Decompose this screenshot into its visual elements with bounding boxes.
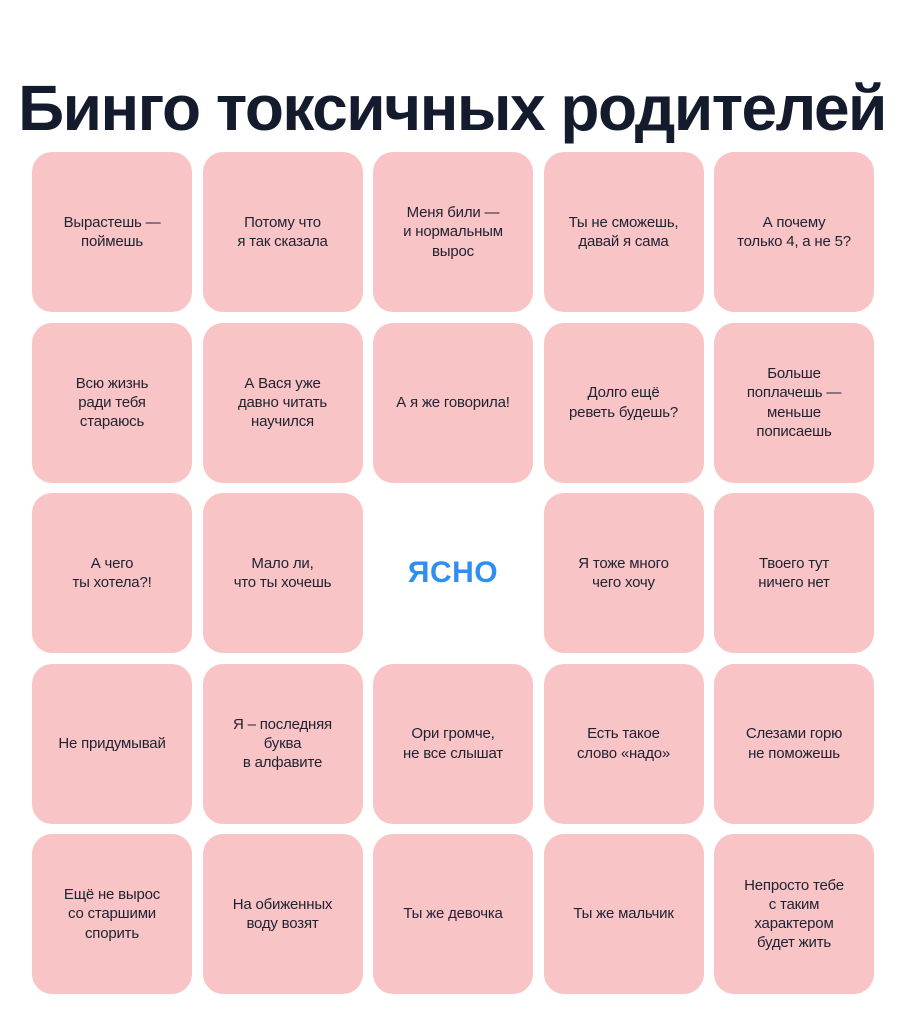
bingo-cell-r5-c3 bbox=[373, 834, 533, 994]
bingo-cell-r5-c5 bbox=[714, 834, 874, 994]
bingo-cell-text: На обиженных воду возят bbox=[232, 895, 333, 932]
bingo-cell-r1-c5 bbox=[714, 152, 874, 312]
bingo-cell-r4-c1 bbox=[32, 664, 192, 824]
bingo-cell-text: Есть такое слово «надо» bbox=[576, 725, 671, 762]
bingo-cell-r2-c3 bbox=[373, 323, 533, 483]
bingo-cell-text: А я же говорила! bbox=[396, 393, 510, 411]
bingo-cell-text: Потому что я так сказала bbox=[237, 213, 328, 250]
bingo-cell-text: Меня били — и нормальным вырос bbox=[403, 204, 503, 260]
bingo-cell-text: Непросто тебе с таким характером будет жить bbox=[744, 876, 844, 952]
bingo-cell-text: А чего ты хотела?! bbox=[72, 554, 152, 591]
bingo-cell-r4-c4 bbox=[544, 664, 704, 824]
bingo-cell-text: Я тоже много чего хочу bbox=[578, 554, 669, 591]
free-cell-label: ЯСНО bbox=[407, 556, 499, 589]
bingo-cell-r2-c1 bbox=[32, 323, 192, 483]
bingo-cell-text: Ори громче, не все слышат bbox=[403, 725, 503, 762]
bingo-cell-r5-c4 bbox=[544, 834, 704, 994]
bingo-cell-text: Мало ли, что ты хочешь bbox=[233, 554, 332, 591]
bingo-cell-r1-c2 bbox=[203, 152, 363, 312]
bingo-cell-r4-c5 bbox=[714, 664, 874, 824]
bingo-cell-text: А почему только 4, а не 5? bbox=[737, 213, 851, 250]
bingo-cell-text: Слезами горю не поможешь bbox=[745, 725, 843, 762]
bingo-cell-text: Всю жизнь ради тебя стараюсь bbox=[75, 374, 149, 431]
bingo-cell-r1-c4 bbox=[544, 152, 704, 312]
bingo-cell-text: Ты же девочка bbox=[403, 905, 503, 923]
bingo-cell-text: Ещё не вырос со старшими спорить bbox=[63, 886, 161, 942]
bingo-cell-r3-c4 bbox=[544, 493, 704, 653]
bingo-cell-text: Вырастешь — поймешь bbox=[63, 213, 161, 250]
bingo-cell-r4-c2 bbox=[203, 664, 363, 824]
bingo-cell-text: А Вася уже давно читать научился bbox=[237, 374, 328, 431]
bingo-cell-text: Не придумывай bbox=[58, 734, 166, 752]
bingo-cell-r2-c2 bbox=[203, 323, 363, 483]
bingo-cell-r3-c5 bbox=[714, 493, 874, 653]
bingo-cell-r5-c1 bbox=[32, 834, 192, 994]
bingo-free-cell bbox=[373, 493, 533, 653]
bingo-cell-text: Твоего тут ничего нет bbox=[758, 554, 830, 591]
bingo-cell-r2-c5 bbox=[714, 323, 874, 483]
bingo-cell-r4-c3 bbox=[373, 664, 533, 824]
page-title: Бинго токсичных родителей bbox=[18, 71, 886, 144]
bingo-cell-r5-c2 bbox=[203, 834, 363, 994]
bingo-cell-r1-c1 bbox=[32, 152, 192, 312]
bingo-cell-r3-c1 bbox=[32, 493, 192, 653]
bingo-cell-r2-c4 bbox=[544, 323, 704, 483]
bingo-cell-text: Больше поплачешь — меньше пописаешь bbox=[746, 365, 842, 440]
bingo-cell-text: Ты же мальчик bbox=[573, 905, 674, 923]
bingo-cell-r1-c3 bbox=[373, 152, 533, 312]
bingo-cell-text: Я – последняя буква в алфавите bbox=[233, 715, 332, 772]
bingo-cell-text: Долго ещё реветь будешь? bbox=[569, 384, 678, 421]
bingo-grid bbox=[32, 152, 874, 994]
bingo-cell-r3-c2 bbox=[203, 493, 363, 653]
bingo-cell-text: Ты не сможешь, давай я сама bbox=[568, 213, 679, 250]
